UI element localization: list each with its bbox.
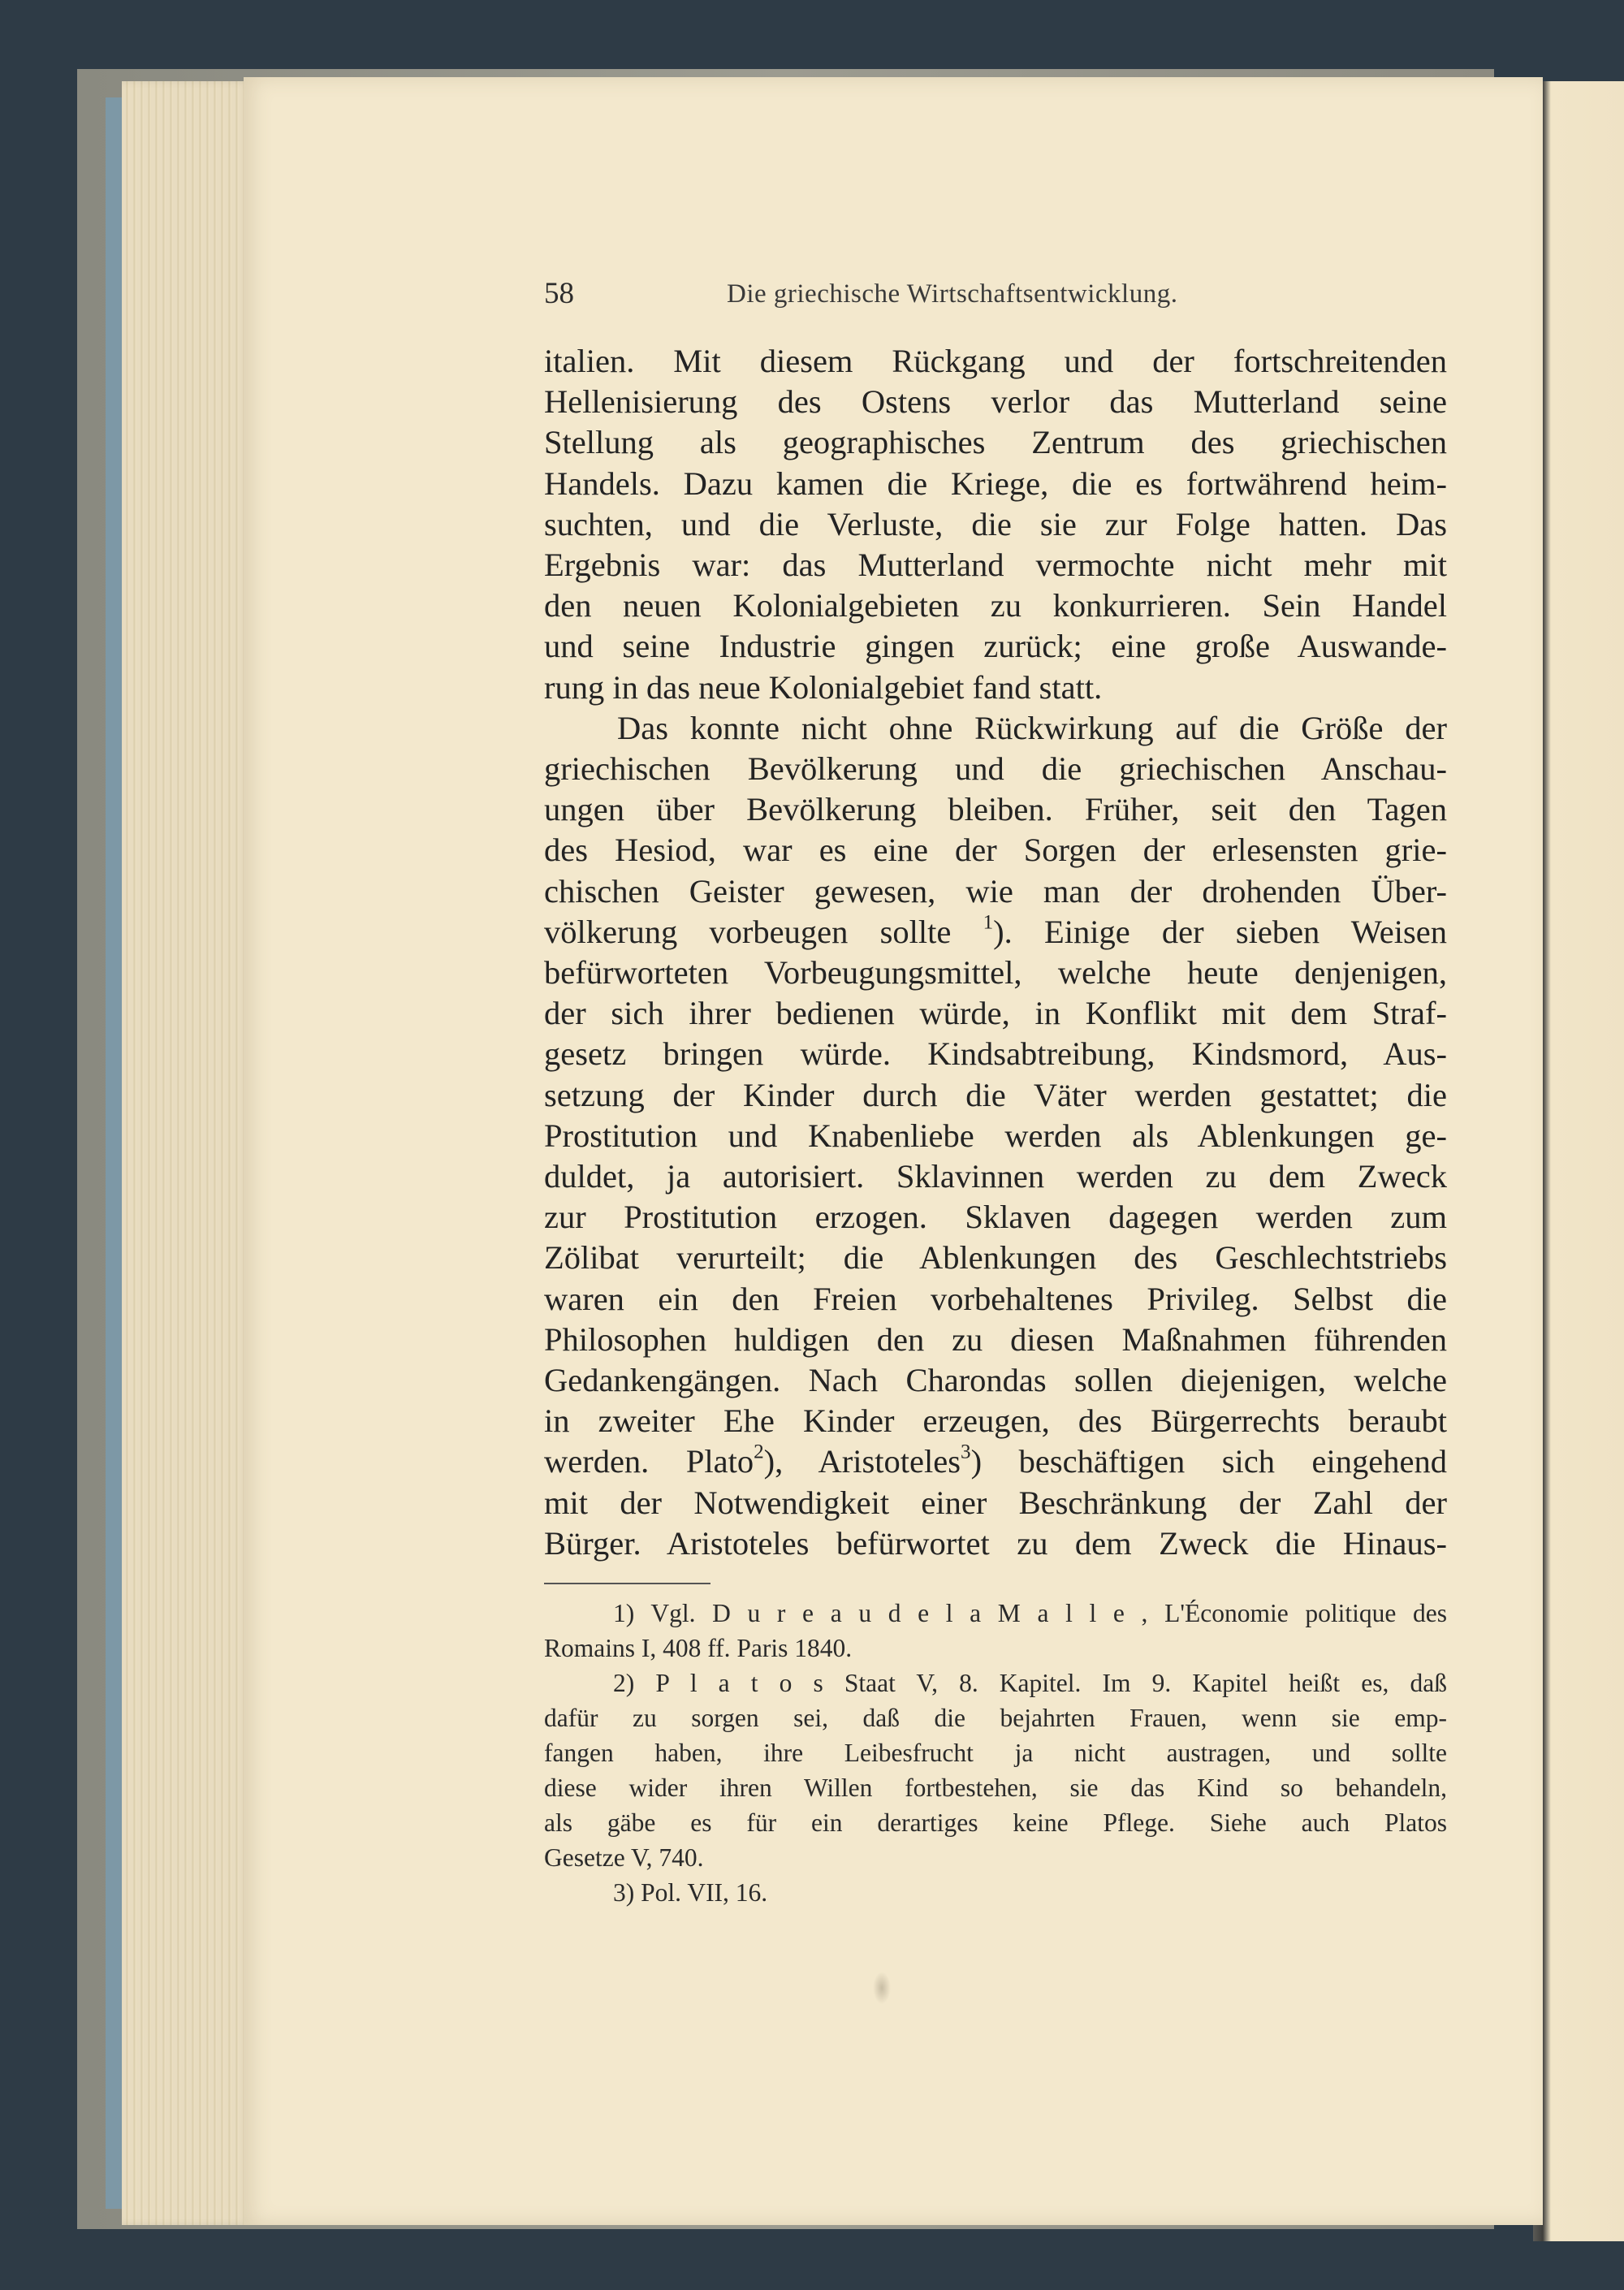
text-line: waren ein den Freien vorbehaltenes Privileg. Selbst die	[544, 1280, 1447, 1317]
text-line: italien. Mit diesem Rückgang und der fortschreitenden	[544, 343, 1447, 379]
next-page-edge	[1533, 81, 1624, 2241]
running-title: Die griechische Wirtschaftsentwicklung.	[727, 279, 1178, 309]
text-line: duldet, ja autorisiert. Sklavinnen werden zu dem Zweck	[544, 1158, 1447, 1195]
text-line: Stellung als geographisches Zentrum des griechischen	[544, 424, 1447, 461]
text-line: Hellenisierung des Ostens verlor das Mutterland seine	[544, 383, 1447, 421]
text-line: Prostitution und Knabenliebe werden als Ablenkungen ge-	[544, 1117, 1447, 1154]
footnote-line: 3) Pol. VII, 16.	[613, 1878, 768, 1907]
footnote-line: fangen haben, ihre Leibesfrucht ja nicht austragen, und sollte	[544, 1739, 1447, 1767]
text-line: griechischen Bevölkerung und die griechischen Anschau-	[544, 750, 1447, 788]
text-line: rung in das neue Kolonialgebiet fand statt.	[544, 668, 1103, 706]
text-fragment: völkerung vorbeugen sollte	[544, 913, 952, 950]
text-line: mit der Notwendigkeit einer Beschränkung der Zahl der	[544, 1484, 1447, 1521]
page-smudge	[873, 1972, 891, 2004]
text-line: setzung der Kinder durch die Väter werden gestattet; die	[544, 1076, 1447, 1113]
page-number: 58	[544, 277, 574, 310]
footnote-line: 2) P l a t o s Staat V, 8. Kapitel. Im 9. Kapitel heißt es, daß	[613, 1669, 1447, 1697]
text-line: Bürger. Aristoteles befürwortet zu dem Zweck die Hinaus-	[544, 1524, 1447, 1562]
footnote-ref-3: 3	[961, 1441, 971, 1463]
running-head	[544, 276, 1356, 312]
footnote-ref-1: 1	[983, 911, 994, 934]
text-line: des Hesiod, war es eine der Sorgen der erlesensten grie-	[544, 832, 1447, 869]
text-line-with-ref	[544, 912, 1447, 953]
text-line: der sich ihrer bedienen würde, in Konflikt mit dem Straf-	[544, 995, 1447, 1032]
footnote-line: Gesetze V, 740.	[544, 1843, 704, 1872]
text-line: ungen über Bevölkerung bleiben. Früher, seit den Tagen	[544, 791, 1447, 828]
footnote-line: als gäbe es für ein derartiges keine Pflege. Siehe auch Platos	[544, 1808, 1447, 1837]
footnote-line: 1) Vgl. D u r e a u d e l a M a l l e , L'Économie politique des	[613, 1599, 1447, 1627]
text-line: Gedankengängen. Nach Charondas sollen diejenigen, welche	[544, 1362, 1447, 1399]
text-line: Zölibat verurteilt; die Ablenkungen des Geschlechtstriebs	[544, 1239, 1447, 1277]
footnote-rule	[544, 1583, 710, 1584]
text-line: befürworteten Vorbeugungsmittel, welche heute denjenigen,	[544, 954, 1447, 992]
text-line: Philosophen huldigen den zu diesen Maßnahmen führenden	[544, 1320, 1447, 1358]
text-line: zur Prostitution erzogen. Sklaven dagegen werden zum	[544, 1199, 1447, 1236]
text-line: in zweiter Ehe Kinder erzeugen, des Bürgerrechts beraubt	[544, 1402, 1447, 1440]
body-text	[544, 341, 1447, 1564]
text-fragment: ) beschäftigen sich eingehend	[970, 1443, 1447, 1480]
cover-spine-strip	[106, 97, 122, 2209]
page-edges	[122, 81, 252, 2225]
text-line-with-refs	[544, 1441, 1447, 1482]
text-line: chischen Geister gewesen, wie man der drohenden Über-	[544, 872, 1447, 910]
footnote-line: dafür zu sorgen sei, daß die bejahrten Frauen, wenn sie emp-	[544, 1704, 1447, 1732]
footnotes	[544, 1596, 1447, 1910]
text-line: den neuen Kolonialgebieten zu konkurrieren. Sein Handel	[544, 587, 1447, 624]
footnote-line: diese wider ihren Willen fortbestehen, sie das Kind so behandeln,	[544, 1774, 1447, 1802]
footnote-ref-2: 2	[754, 1441, 764, 1463]
text-line: und seine Industrie gingen zurück; eine große Auswande-	[544, 628, 1447, 665]
text-line: suchten, und die Verluste, die sie zur Folge hatten. Das	[544, 505, 1447, 542]
text-line: Das konnte nicht ohne Rückwirkung auf die Größe der	[617, 709, 1447, 746]
text-fragment: werden. Plato	[544, 1443, 754, 1480]
footnote-line: Romains I, 408 ff. Paris 1840.	[544, 1634, 853, 1662]
text-fragment: ), Aristoteles	[763, 1443, 961, 1480]
text-line: gesetz bringen würde. Kindsabtreibung, Kindsmord, Aus-	[544, 1035, 1447, 1073]
text-line: Ergebnis war: das Mutterland vermochte nicht mehr mit	[544, 547, 1447, 584]
text-line: Handels. Dazu kamen die Kriege, die es fortwährend heim-	[544, 464, 1447, 502]
text-fragment: ). Einige der sieben Weisen	[993, 913, 1447, 950]
